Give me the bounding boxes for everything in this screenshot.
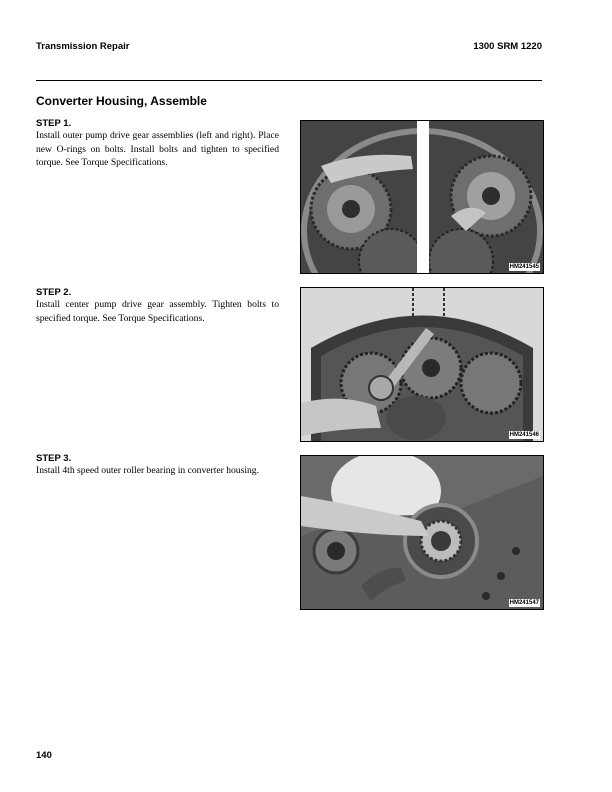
step-1-heading: STEP 1. [36,118,72,129]
step-2-photo [300,287,544,442]
step-1-photo [300,120,544,274]
section-title: Converter Housing, Assemble [36,94,207,108]
header-doc-number: 1300 SRM 1220 [473,41,542,52]
step-1-figure-id: HM241545 [509,264,539,270]
step-3-text: Install 4th speed outer roller bearing in converter housing. [36,465,259,476]
step-3-figure-id: HM241547 [509,600,539,606]
step-3-photo [300,455,544,610]
header-title: Transmission Repair [36,41,130,52]
page-number: 140 [36,750,52,761]
header-rule [36,80,542,81]
step-3-heading: STEP 3. [36,453,72,464]
step-2-heading: STEP 2. [36,287,72,298]
step-2-figure-id: HM241546 [509,432,539,438]
step-2-text: Install center pump drive gear assembly. Tighten bolts to specified torque. See Torque Specifications. [36,299,279,324]
step-1-text: Install outer pump drive gear assemblies (left and right). Place new O-rings on bolts. Install bolts and tighten to specified torque. See Torque Specifications. [36,130,279,169]
